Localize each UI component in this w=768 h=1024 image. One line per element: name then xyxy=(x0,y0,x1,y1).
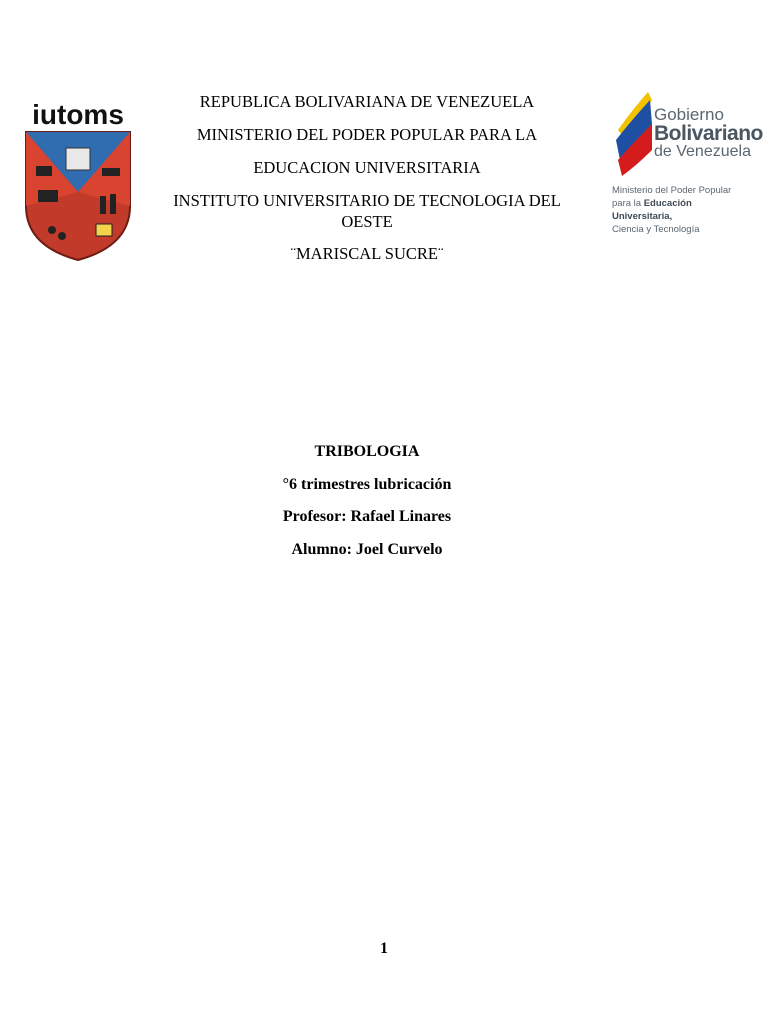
bolivariano-text: Bolivariano xyxy=(654,122,763,145)
student-line: Alumno: Joel Curvelo xyxy=(291,540,443,558)
subject-title: TRIBOLOGIA xyxy=(314,443,420,460)
header-education: EDUCACION UNIVERSITARIA xyxy=(253,158,481,177)
de-venezuela-text: de Venezuela xyxy=(654,143,751,160)
header-institute: INSTITUTO UNIVERSITARIO DE TECNOLOGIA DEL OESTE xyxy=(173,191,561,231)
header-mariscal-sucre: ¨MARISCAL SUCRE¨ xyxy=(290,244,444,263)
gobierno-wordmark xyxy=(654,106,763,160)
ministry-line-2-prefix: para la xyxy=(612,198,642,209)
gobierno-text: Gobierno xyxy=(654,105,724,124)
header-ministry: MINISTERIO DEL PODER POPULAR PARA LA xyxy=(196,125,538,144)
gobierno-bolivariano-logo xyxy=(612,88,763,238)
ministry-line-3: Ciencia y Tecnología xyxy=(612,224,700,235)
ministry-line-1: Ministerio del Poder Popular xyxy=(612,185,732,196)
header-republic: REPUBLICA BOLIVARIANA DE VENEZUELA xyxy=(199,92,535,111)
logo-wordmark: iutoms xyxy=(32,99,124,130)
ministry-line-2 xyxy=(612,197,736,223)
shield-icon xyxy=(22,96,134,262)
professor-line: Profesor: Rafael Linares xyxy=(282,508,452,525)
venezuela-flag-icon xyxy=(612,90,656,176)
cover-info xyxy=(150,441,584,571)
ministry-line-2-bold: Educación Universitaria, xyxy=(612,198,692,222)
institution-header xyxy=(150,90,584,264)
iutoms-logo xyxy=(22,96,134,262)
course-line: °6 trimestres lubricación xyxy=(282,475,452,493)
ministry-caption xyxy=(612,184,736,236)
page-number: 1 xyxy=(380,940,388,957)
